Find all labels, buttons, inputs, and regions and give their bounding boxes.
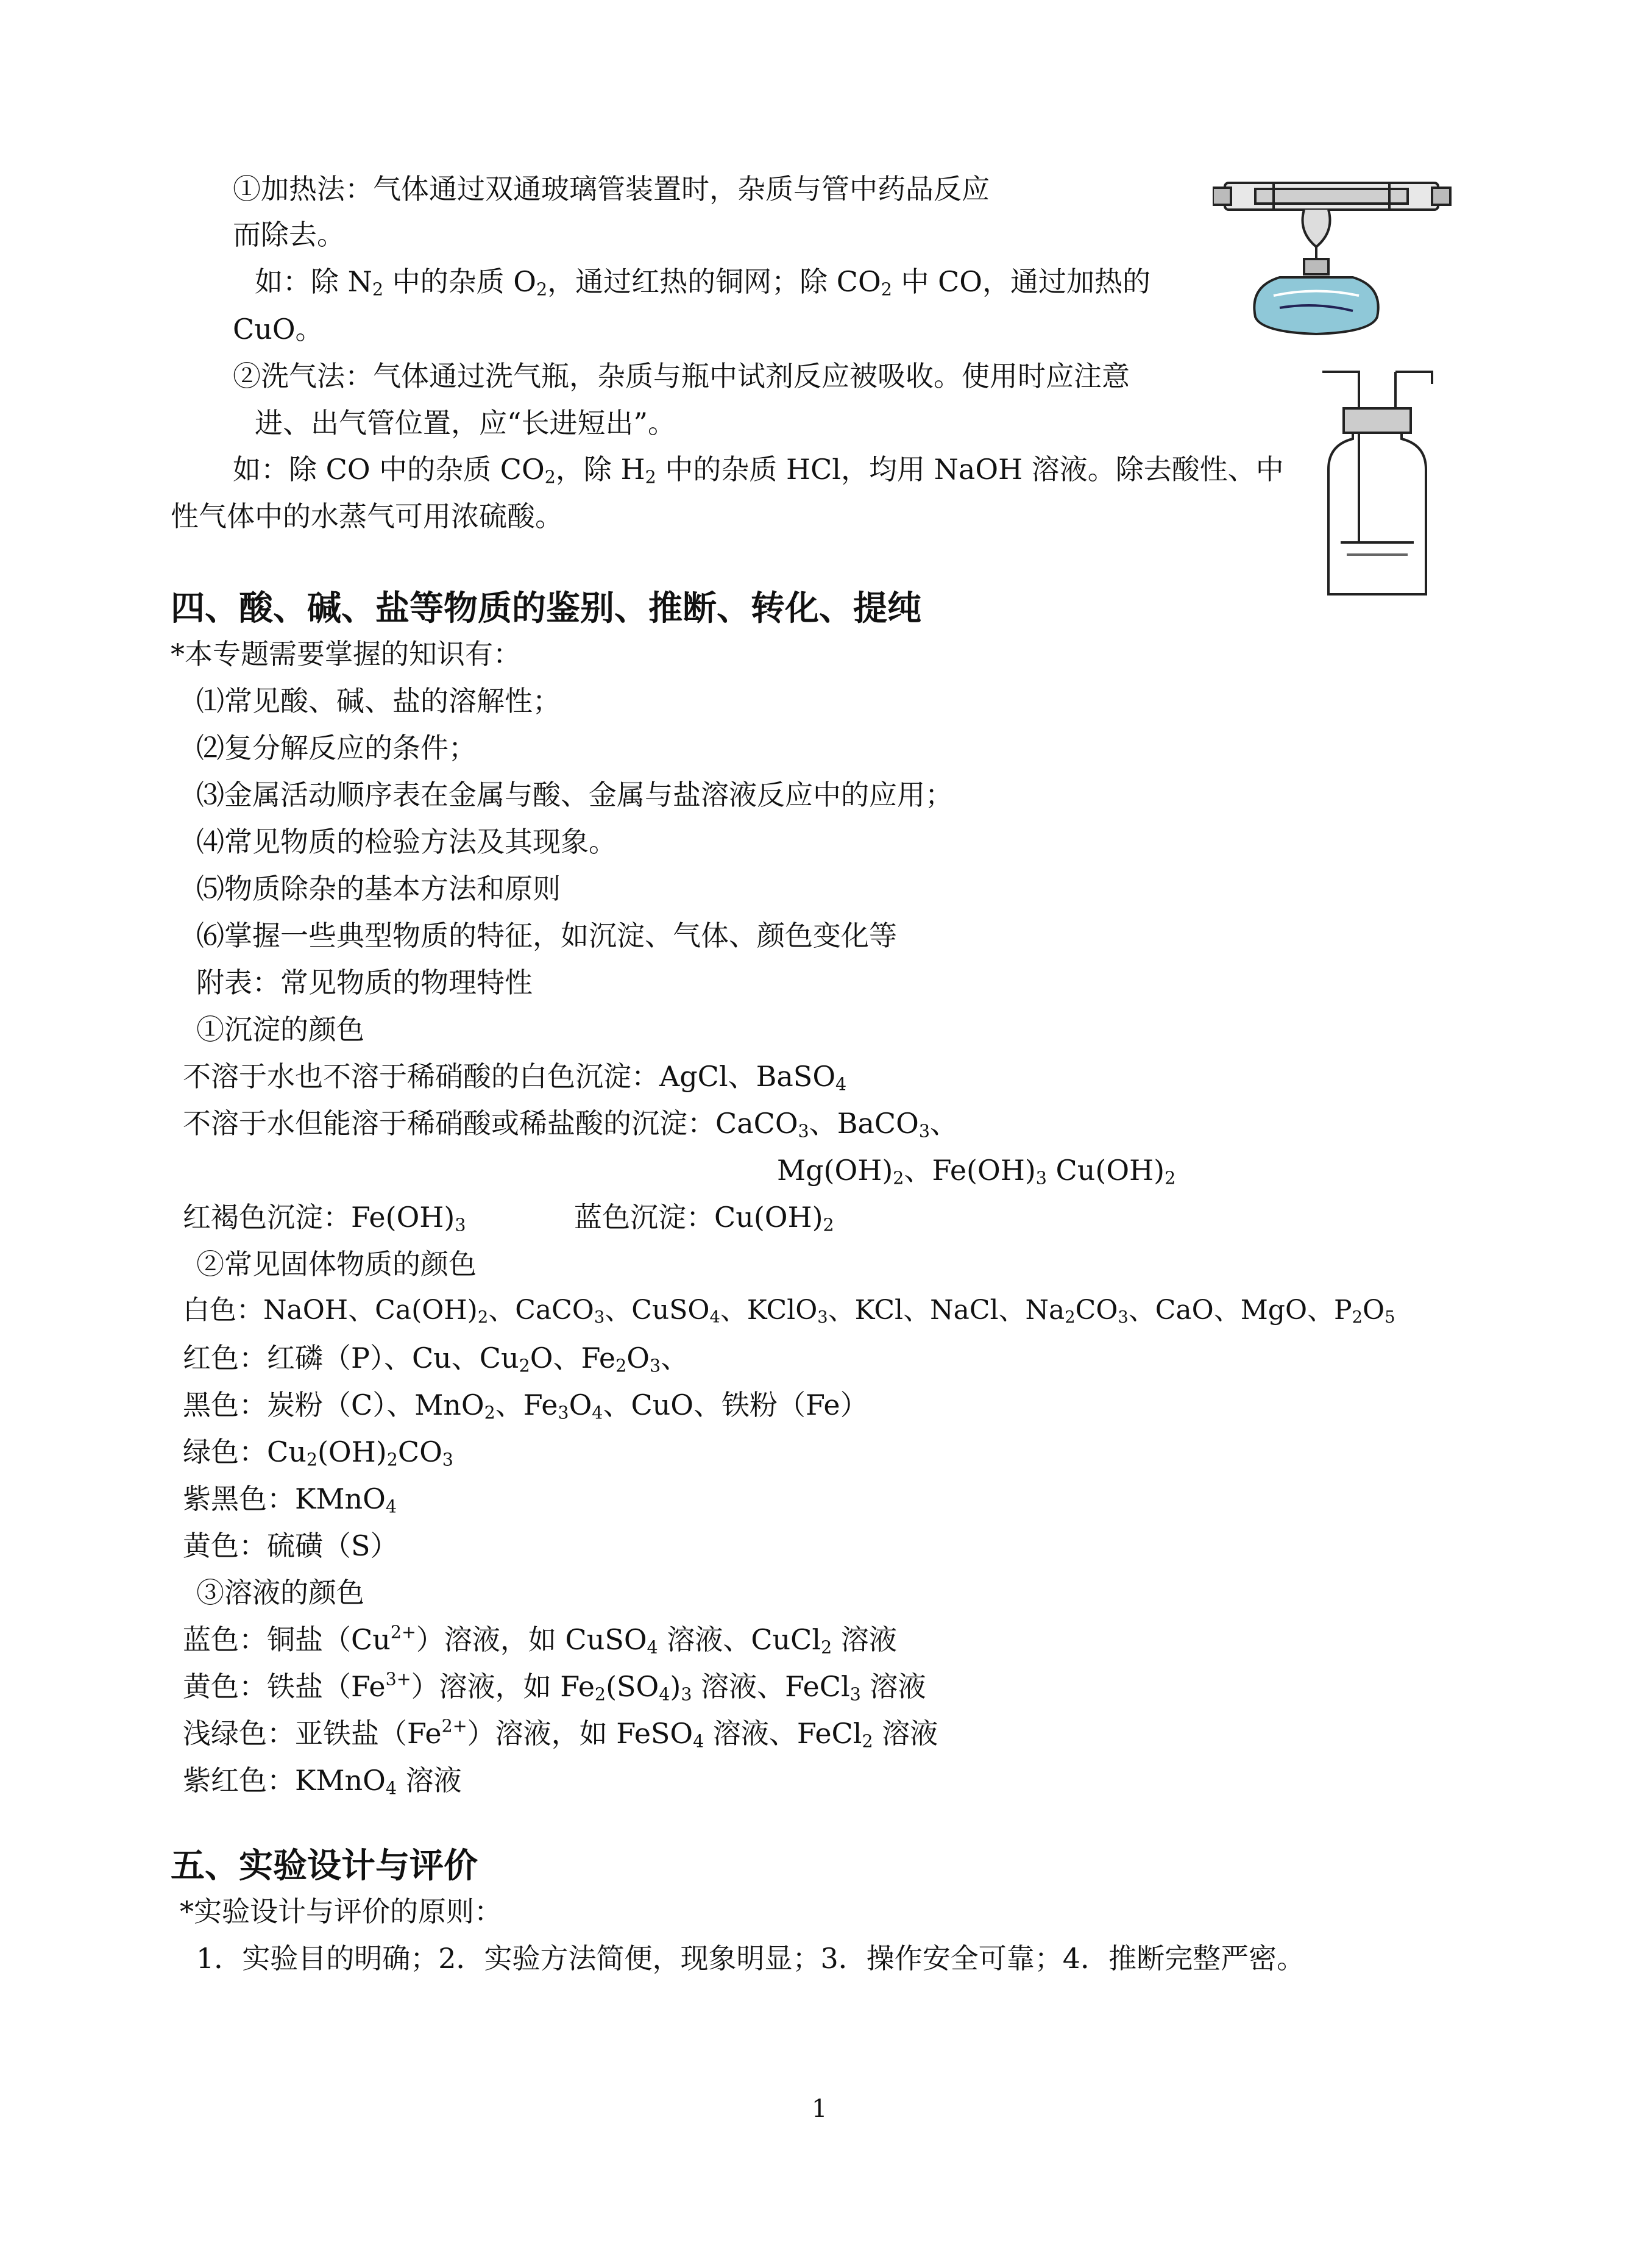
heating-tube-apparatus-figure (1213, 165, 1456, 341)
page-number: 1 (812, 2095, 828, 2123)
text-line: 白色：NaOH、$Ca(OH)_2$、CaCO$_3$、CuSO$_4$、KClO$_3$、KCl、NaCl、$Na_2CO_3$、CaO、MgO、$P_2O_5$ (183, 1295, 1395, 1327)
text-line: ②常见固体物质的颜色 (196, 1248, 477, 1281)
text-line: *实验设计与评价的原则： (180, 1895, 502, 1928)
text-line: ③溶液的颜色 (196, 1576, 364, 1609)
text-line: 紫黑色：KMnO$_4$ (183, 1482, 397, 1517)
text-line: 不溶于水但能溶于稀硝酸或稀盐酸的沉淀：CaCO$_3$、BaCO$_3$、 (183, 1107, 958, 1142)
text-line: 紫红色：KMnO$_4$ 溶液 (183, 1764, 462, 1799)
list-item: ⑴常见酸、碱、盐的溶解性； (196, 684, 561, 717)
text-line: 不溶于水也不溶于稀硝酸的白色沉淀：AgCl、BaSO$_4$ (183, 1060, 847, 1095)
text-line: 蓝色：铜盐$(Cu^{2+})$溶液，如 CuSO$_4$ 溶液、CuCl$_2$ 溶液 (183, 1622, 897, 1658)
text-line: 红色：红磷（P）、Cu、$Cu_2O$、$Fe_2O_3$、 (183, 1342, 689, 1376)
text-line: 进、出气管位置，应“长进短出”。 (255, 407, 676, 439)
text-line: $Mg(OH)_2$、$Fe(OH)_3$ $Cu(OH)_2$ (777, 1154, 1176, 1189)
list-item: ⑵复分解反应的条件； (196, 731, 477, 764)
text-line: 1．实验目的明确；2．实验方法简便，现象明显；3．操作安全可靠；4．推断完整严密。 (196, 1942, 1305, 1975)
text-line: 如：除 $N_2$ 中的杂质 $O_2$，通过红热的铜网；除 $CO_2$ 中 CO，通过加热的 (255, 265, 1150, 300)
text-line: 红褐色沉淀：$Fe(OH)_3$ (183, 1201, 466, 1235)
text-line: 绿色：$Cu_2(OH)_2CO_3$ (183, 1435, 453, 1470)
list-item: ⑸物质除杂的基本方法和原则 (196, 872, 561, 905)
text-line: 蓝色沉淀：$Cu(OH)_2$ (574, 1201, 834, 1235)
text-line: 性气体中的水蒸气可用浓硫酸。 (171, 500, 563, 533)
text-line: *本专题需要掌握的知识有： (171, 638, 521, 670)
text-line: 如：除 CO 中的杂质 $CO_2$，除 $H_2$ 中的杂质 HCl，均用 NaOH 溶液。除去酸性、中 (233, 453, 1284, 488)
gas-washing-bottle-figure (1310, 360, 1444, 603)
text-line: 而除去。 (233, 218, 345, 251)
text-line: 附表：常见物质的物理特性 (196, 966, 533, 999)
text-line: ①加热法：气体通过双通玻璃管装置时，杂质与管中药品反应 (233, 172, 990, 205)
text-line: 黑色：炭粉（C）、MnO$_2$、$Fe_3O_4$、CuO、铁粉（Fe） (183, 1388, 868, 1423)
list-item: ⑷常见物质的检验方法及其现象。 (196, 825, 617, 858)
section-heading-4: 四、酸、碱、盐等物质的鉴别、推断、转化、提纯 (171, 589, 921, 628)
list-item: ⑹掌握一些典型物质的特征，如沉淀、气体、颜色变化等 (196, 919, 897, 952)
text-line: ①沉淀的颜色 (196, 1013, 364, 1046)
list-item: ⑶金属活动顺序表在金属与酸、金属与盐溶液反应中的应用； (196, 778, 953, 811)
text-line: 浅绿色：亚铁盐$(Fe^{2+})$溶液，如 FeSO$_4$ 溶液、FeCl$_2$ 溶液 (183, 1716, 938, 1752)
text-line: CuO。 (233, 313, 324, 346)
text-line: 黄色：硫磺（S） (183, 1529, 399, 1562)
text-line: ②洗气法：气体通过洗气瓶，杂质与瓶中试剂反应被吸收。使用时应注意 (233, 360, 1130, 393)
section-heading-5: 五、实验设计与评价 (171, 1846, 478, 1886)
text-line: 黄色：铁盐$(Fe^{3+})$溶液，如 $Fe_2(SO_4)_3$ 溶液、FeCl$_3$ 溶液 (183, 1669, 926, 1705)
